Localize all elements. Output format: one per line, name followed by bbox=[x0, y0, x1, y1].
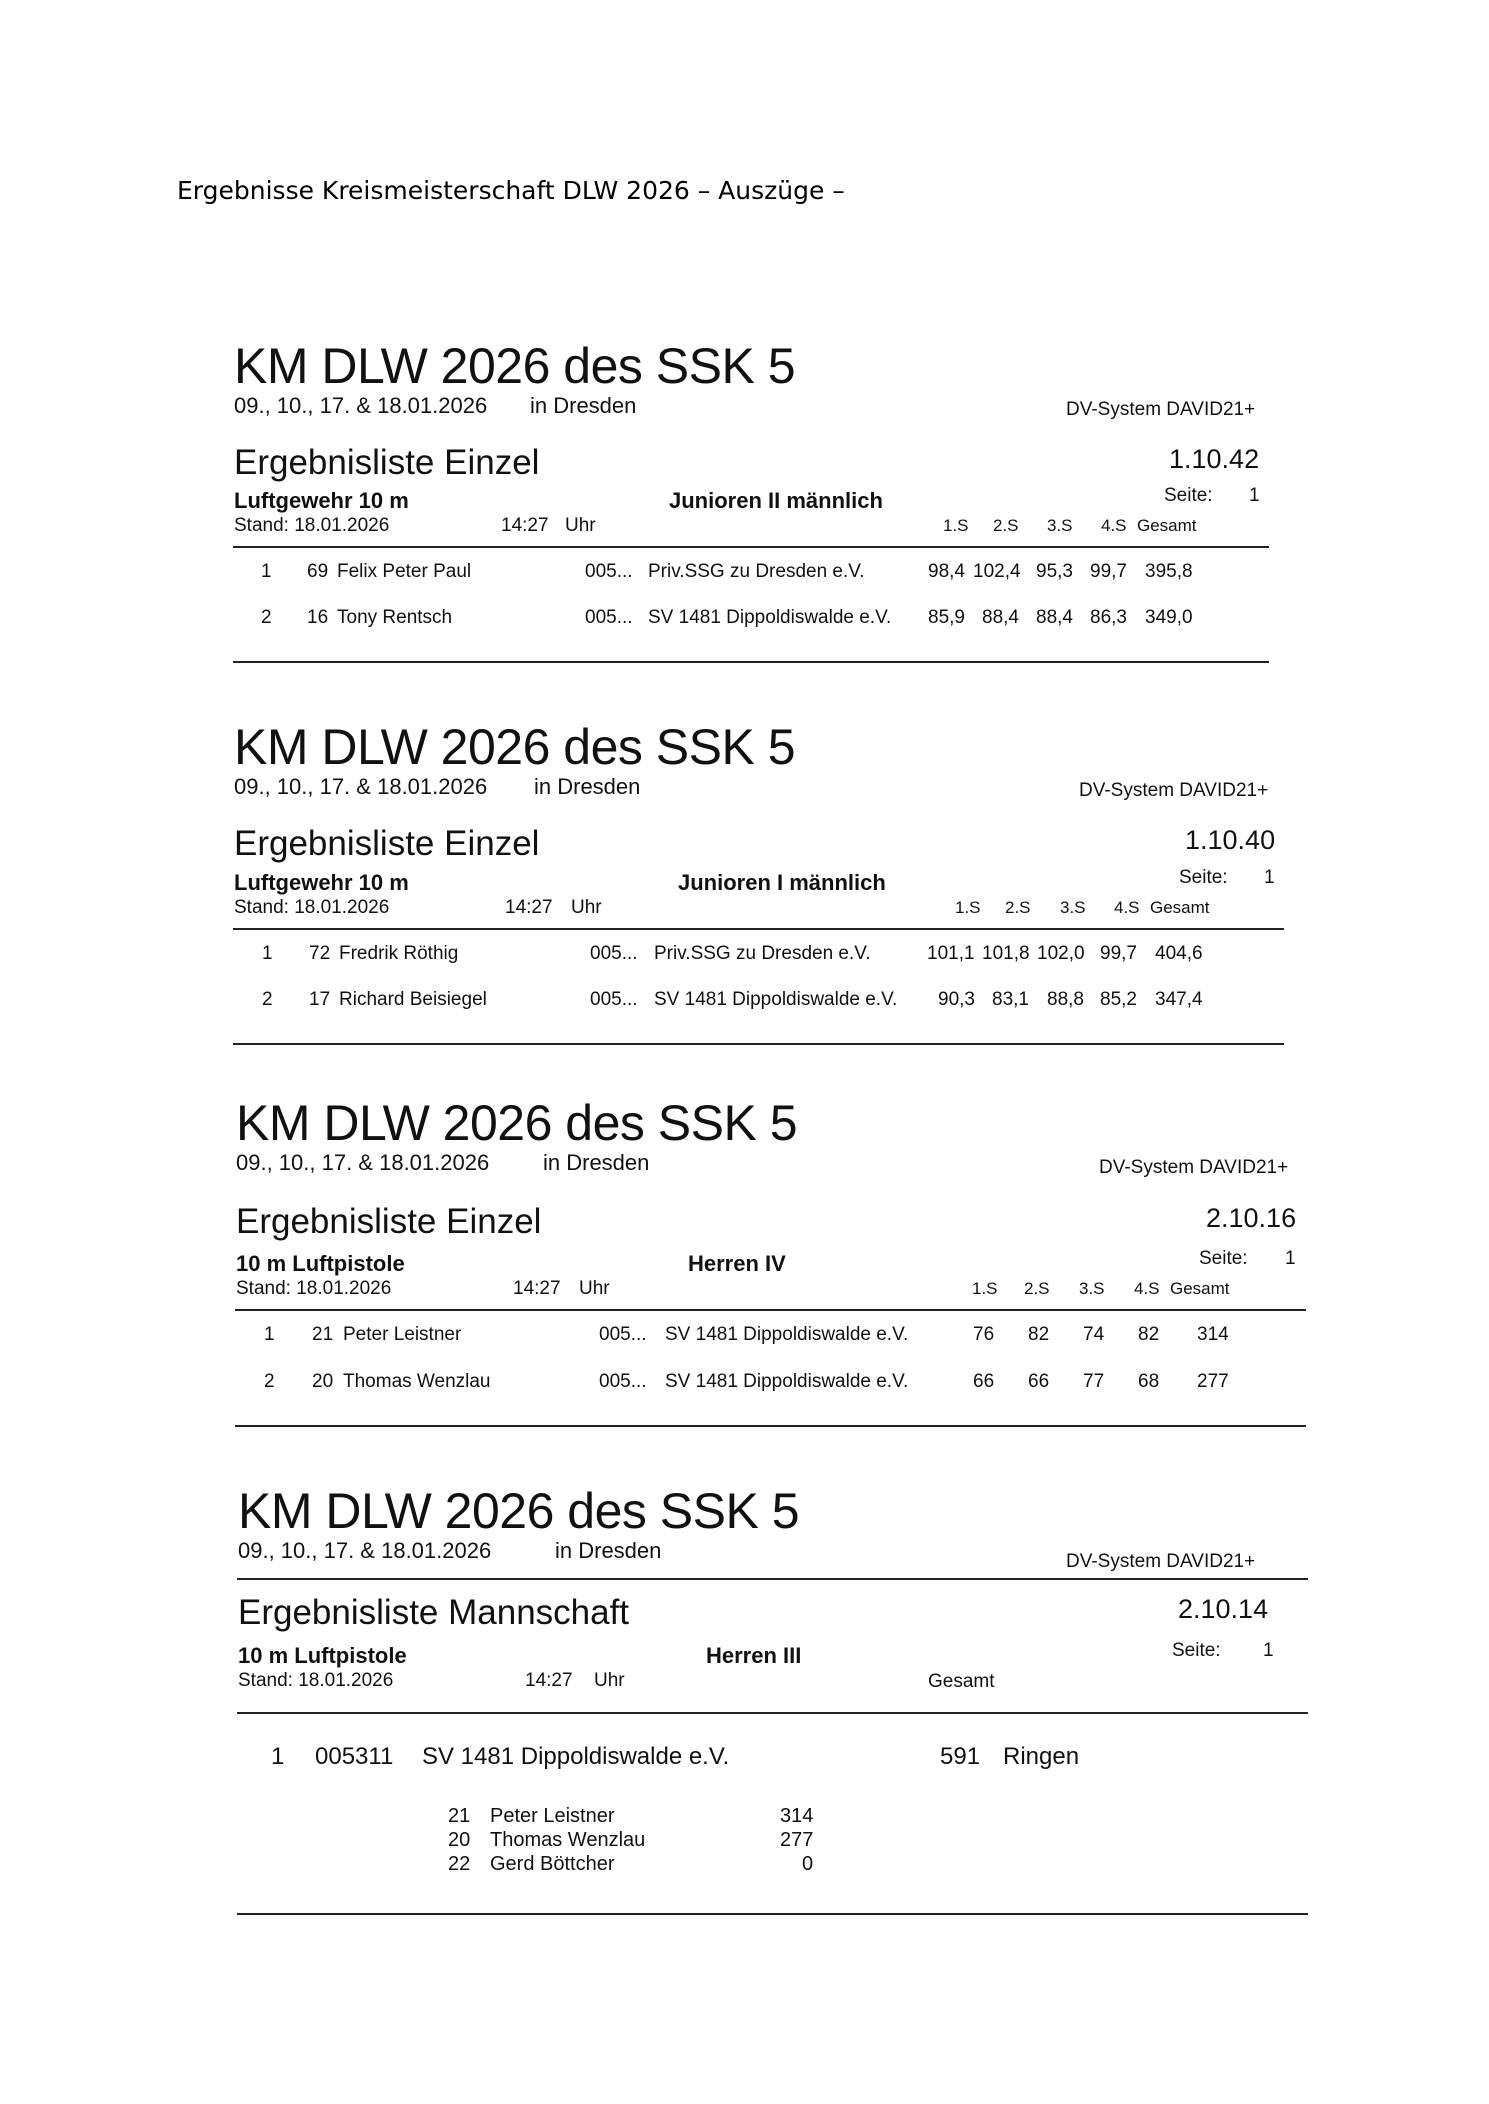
sheet-dates: 09., 10., 17. & 18.01.2026 bbox=[238, 1538, 492, 1563]
result-sheet-2: KM DLW 2026 des SSK 5 09., 10., 17. & 18.01.2026 in Dresden DV-System DAVID21+ Ergebnisliste Einzel 1.10.40 Luftgewehr 10 m Junioren I männlich Seite: 1 Stand: 18.01.2026 14:27 Uhr 1.S 2.S 3.S 4.S Gesamt 1 72 Fredrik Röthig 005... Priv.SSG zu Dresden e.V. 101,1 101,8 102,0 99,7 404,6 2 17 Richard Beisiegel 005... SV 1481 Dippoldiswalde e.V. 90,3 83,1 88,8 85,2 347,4 bbox=[0, 0, 1489, 2104]
col-header-s4: 4.S bbox=[1101, 516, 1127, 535]
col-header-s3: 3.S bbox=[1079, 1279, 1105, 1298]
sheet-dates: 09., 10., 17. & 18.01.2026 bbox=[236, 1150, 490, 1175]
header-rule bbox=[233, 928, 1284, 930]
class-name: Junioren II männlich bbox=[669, 488, 883, 513]
class-name: Herren III bbox=[706, 1643, 802, 1668]
col-header-s3: 3.S bbox=[1047, 516, 1073, 535]
top-rule bbox=[237, 1578, 1308, 1580]
list-name: Ergebnisliste Einzel bbox=[234, 824, 540, 863]
list-name: Ergebnisliste Mannschaft bbox=[238, 1593, 630, 1632]
stand-time: 14:27 bbox=[505, 897, 553, 918]
list-name: Ergebnisliste Einzel bbox=[234, 443, 540, 482]
col-header-s2: 2.S bbox=[1005, 898, 1031, 917]
discipline: Luftgewehr 10 m bbox=[234, 870, 409, 895]
col-header-s2: 2.S bbox=[1024, 1279, 1050, 1298]
footer-rule bbox=[237, 1913, 1308, 1915]
header-rule bbox=[235, 1309, 1306, 1311]
discipline: 10 m Luftpistole bbox=[238, 1643, 407, 1668]
col-header-s2: 2.S bbox=[993, 516, 1019, 535]
sheet-venue: in Dresden bbox=[555, 1538, 662, 1563]
sheet-title: KM DLW 2026 des SSK 5 bbox=[238, 1483, 800, 1539]
page-number: 1 bbox=[1263, 1640, 1274, 1661]
col-header-total: Gesamt bbox=[1170, 1279, 1230, 1298]
time-unit: Uhr bbox=[571, 897, 602, 918]
sheet-title: KM DLW 2026 des SSK 5 bbox=[236, 1095, 798, 1151]
class-name: Herren IV bbox=[688, 1251, 786, 1276]
sheet-dates: 09., 10., 17. & 18.01.2026 bbox=[234, 774, 488, 799]
stand-date: Stand: 18.01.2026 bbox=[234, 897, 390, 918]
page-number: 1 bbox=[1264, 867, 1275, 888]
time-unit: Uhr bbox=[565, 515, 596, 536]
stand-date: Stand: 18.01.2026 bbox=[238, 1670, 394, 1691]
sheet-venue: in Dresden bbox=[530, 393, 637, 418]
page-label: Seite: bbox=[1199, 1248, 1248, 1269]
result-sheet-3: KM DLW 2026 des SSK 5 09., 10., 17. & 18.01.2026 in Dresden DV-System DAVID21+ Ergebnisliste Einzel 2.10.16 10 m Luftpistole Herren IV Seite: 1 Stand: 18.01.2026 14:27 Uhr 1.S 2.S 3.S 4.S Gesamt 1 21 Peter Leistner 005... SV 1481 Dippoldiswalde e.V. 76 82 74 82 314 2 20 Thomas Wenzlau 005... SV 1481 Dippoldiswalde e.V. 66 66 77 68 277 bbox=[0, 0, 1489, 2104]
col-header-s4: 4.S bbox=[1134, 1279, 1160, 1298]
page-label: Seite: bbox=[1164, 485, 1213, 506]
footer-rule bbox=[233, 661, 1269, 663]
header-rule bbox=[233, 546, 1269, 548]
footer-rule bbox=[235, 1425, 1306, 1427]
stand-time: 14:27 bbox=[525, 1670, 573, 1691]
header-rule bbox=[237, 1712, 1308, 1714]
sheet-system: DV-System DAVID21+ bbox=[1066, 399, 1256, 420]
sheet-title: KM DLW 2026 des SSK 5 bbox=[234, 338, 796, 394]
stand-date: Stand: 18.01.2026 bbox=[236, 1278, 392, 1299]
sheet-venue: in Dresden bbox=[543, 1150, 650, 1175]
class-name: Junioren I männlich bbox=[678, 870, 886, 895]
sheet-system: DV-System DAVID21+ bbox=[1099, 1157, 1289, 1178]
col-header-s3: 3.S bbox=[1060, 898, 1086, 917]
result-sheet-1: KM DLW 2026 des SSK 5 09., 10., 17. & 18.01.2026 in Dresden DV-System DAVID21+ Ergebnisliste Einzel 1.10.42 Luftgewehr 10 m Junioren II männlich Seite: 1 Stand: 18.01.2026 14:27 Uhr 1.S 2.S 3.S 4.S Gesamt 1 69 Felix Peter Paul 005... Priv.SSG zu Dresden e.V. 98,4 102,4 95,3 99,7 395,8 2 16 Tony Rentsch 005... SV 1481 Dippoldiswalde e.V. 85,9 88,4 88,4 86,3 349,0 bbox=[0, 0, 1489, 2104]
list-number: 2.10.14 bbox=[1178, 1594, 1269, 1624]
col-header-s1: 1.S bbox=[972, 1279, 998, 1298]
discipline: Luftgewehr 10 m bbox=[234, 488, 409, 513]
sheet-venue: in Dresden bbox=[534, 774, 641, 799]
col-header-s4: 4.S bbox=[1114, 898, 1140, 917]
time-unit: Uhr bbox=[579, 1278, 610, 1299]
sheet-system: DV-System DAVID21+ bbox=[1066, 1551, 1256, 1572]
list-number: 2.10.16 bbox=[1206, 1203, 1297, 1233]
list-number: 1.10.40 bbox=[1185, 825, 1276, 855]
stand-time: 14:27 bbox=[513, 1278, 561, 1299]
team-result-sheet: KM DLW 2026 des SSK 5 09., 10., 17. & 18.01.2026 in Dresden DV-System DAVID21+ Ergebnisliste Mannschaft 2.10.14 10 m Luftpistole Herren III Seite: 1 Stand: 18.01.2026 14:27 Uhr Gesamt 1 005311 SV 1481 Dippoldiswalde e.V. 591 Ringen 21 Peter Leistner 314 20 Thomas Wenzlau 277 22 Gerd Böttcher 0 bbox=[0, 0, 1489, 2104]
col-header-s1: 1.S bbox=[943, 516, 969, 535]
page-heading: Ergebnisse Kreismeisterschaft DLW 2026 – Auszüge – bbox=[177, 176, 845, 205]
col-header-total: Gesamt bbox=[928, 1671, 995, 1692]
footer-rule bbox=[233, 1043, 1284, 1045]
sheet-title: KM DLW 2026 des SSK 5 bbox=[234, 719, 796, 775]
col-header-total: Gesamt bbox=[1137, 516, 1197, 535]
page-number: 1 bbox=[1249, 485, 1260, 506]
sheet-dates: 09., 10., 17. & 18.01.2026 bbox=[234, 393, 488, 418]
page-label: Seite: bbox=[1179, 867, 1228, 888]
list-number: 1.10.42 bbox=[1169, 444, 1260, 474]
page-number: 1 bbox=[1285, 1248, 1296, 1269]
stand-date: Stand: 18.01.2026 bbox=[234, 515, 390, 536]
sheet-system: DV-System DAVID21+ bbox=[1079, 780, 1269, 801]
col-header-total: Gesamt bbox=[1150, 898, 1210, 917]
page-label: Seite: bbox=[1172, 1640, 1221, 1661]
col-header-s1: 1.S bbox=[955, 898, 981, 917]
list-name: Ergebnisliste Einzel bbox=[236, 1202, 542, 1241]
stand-time: 14:27 bbox=[501, 515, 549, 536]
discipline: 10 m Luftpistole bbox=[236, 1251, 405, 1276]
time-unit: Uhr bbox=[594, 1670, 625, 1691]
